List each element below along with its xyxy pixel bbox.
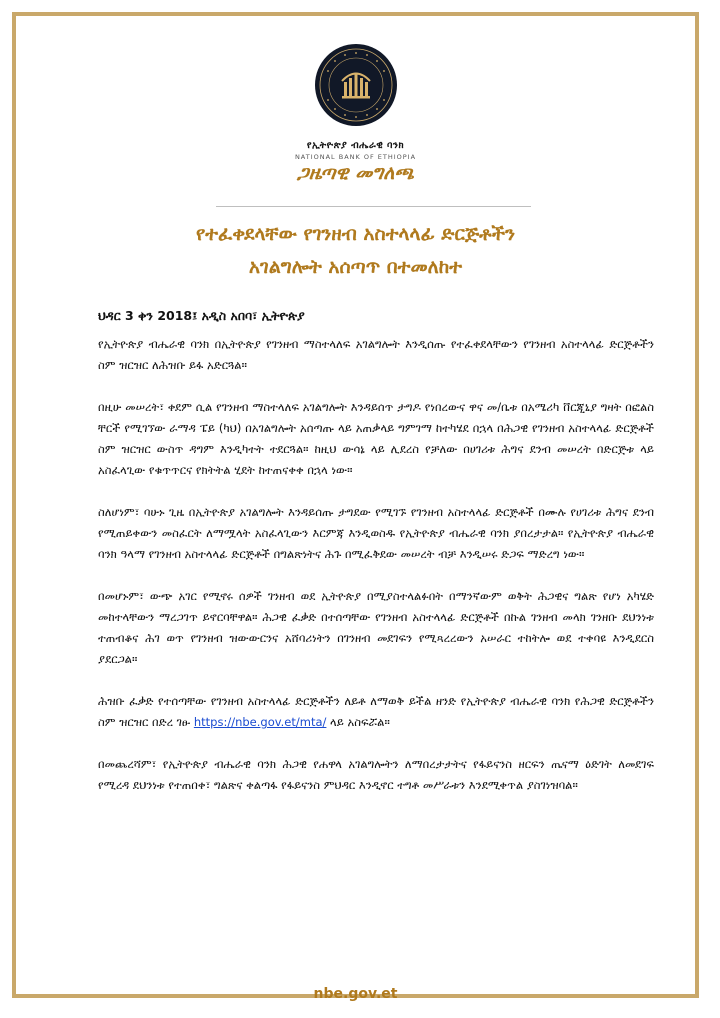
title-divider [216, 206, 531, 207]
mta-list-link[interactable]: https://nbe.gov.et/mta/ [193, 715, 327, 729]
link-paragraph-suffix: ላይ አስፍሯል። [326, 715, 390, 729]
dateline: ህዳር 3 ቀን 2018፤ አዲስ አበባ፣ ኢትዮጵያ [98, 308, 305, 323]
paragraph-4: በመሆኑም፣ ውጭ አገር የሚኖሩ ሰዎች ገንዘብ ወደ ኢትዮጵያ በሚያስተላልፉበት በማንኛውም ወቅት ሕጋዊና ግልጽ የሆነ አካሄድ መከተላቸውን ማረጋገጥ ይኖርባቸዋል። ሕጋዊ ፈቃድ በተሰጣቸው የገንዘብ አስተላላፊ ድርጅቶች በኩል ገንዘብ መላክ ገንዘቡ ደህንነቱ ተጠብቆና ሕገ ወጥ የገንዘብ ዝውውርንና አሸባሪነትን በገንዘብ መደገፍን የሚጻረረውን አሠራር ተከትሎ ወደ ተቀባዩ እንዲደርስ ያደርጋል። [98, 589, 654, 666]
logo-block [16, 44, 695, 161]
paragraph-2: በዚሁ መሠረት፣ ቀደም ሲል የገንዘብ ማስተላለፍ አገልግሎት እንዳይሰጥ ታግዶ የነበረውና ዋና መ/ቤቱ በአሜሪካ ቨርጂኒያ ግዛት በፎልስ ቸርች የሚገኘው ራማዳ ፔይ (ካህ) በአገልግሎት አሰጣጡ ላይ አጠቃላይ ግምገማ ከተካሄደ በኋላ በሕጋዊ የገንዘብ አስተላላፊ ድርጅቶች ስም ዝርዝር ውስጥ ዳግም እንዲካተት ተደርጓል። ከዚህ ውሳኔ ላይ ሊደረስ የቻለው በሀገሪቱ ሕግና ደንብ መሠረት በድርጅቱ ላይ አስፈላጊው የቁጥጥርና የክትትል ሂደት ከተጠናቀቀ በኋላ ነው። [98, 400, 654, 477]
paragraph-3: ስለሆነም፣ ባሁኑ ጊዜ በኢትዮጵያ አገልግሎት እንዳይሰጡ ታግደው የሚገኙ የገንዘብ አስተላላፊ ድርጅቶች በሙሉ የሀገሪቱ ሕግና ደንብ የሚጠይቀውን መስፈርት ለማሟላት አስፈላጊውን እርምጃ እንዲወስዱ የኢትዮጵያ ብሔራዊ ባንክ ያበረታታል። የኢትዮጵያ ብሔራዊ ባንክ ዓላማ የገንዘብ አስተላላፊ ድርጅቶች በግልጽነትና ሕጉ በሚፈቅደው መሠረት ብቻ እንዲሠሩ ድጋፍ ማድረግ ነው። [98, 505, 654, 561]
headline-line-2: አገልግሎት አሰጣጥ በተመለከተ [248, 256, 463, 278]
headline [16, 218, 695, 284]
footer-website[interactable]: nbe.gov.et [313, 986, 398, 1002]
document-frame [12, 12, 699, 1002]
bank-name-amharic: የኢትዮጵያ ብሔራዊ ባንክ [306, 140, 405, 151]
paragraph-5-with-link [98, 691, 654, 733]
document-body [98, 334, 654, 817]
bank-seal-logo [315, 44, 397, 126]
closing-paragraph: በመጨረሻም፣ የኢትዮጵያ ብሔራዊ ባንክ ሕጋዊ የሐዋላ አገልግሎትን ለማበረታታትና የፋይናንስ ዘርፍን ጤናማ ዕድገት ለመደገፍ የሚረዳ ደህንነቱ የተጠበቀ፣ ግልጽና ቀልጣፋ የፋይናንስ ምህዳር እንዲኖር ተግቶ መሥራቱን እንደሚቀጥል ያስገነዝባል። [98, 757, 654, 792]
headline-line-1: የተፈቀደላቸው የገንዘብ አስተላላፊ ድርጅቶችን [195, 223, 516, 245]
link-paragraph-text: ሕዝቡ ፈቃድ የተሰጣቸው የገንዘብ አስተላላፊ ድርጅቶችን ለይቶ ለማወቅ ይችል ዘንድ የኢትዮጵያ ብሔራዊ ባንክ የሕጋዊ ድርጅቶችን ስም ዝርዝር በድረ ገፁ [98, 694, 654, 729]
bank-name-english: NATIONAL BANK OF ETHIOPIA [294, 153, 417, 161]
paragraph-1: የኢትዮጵያ ብሔራዊ ባንክ በኢትዮጵያ የገንዘብ ማስተላለፍ አገልግሎት እንዲሰጡ የተፈቀደላቸውን የገንዘብ አስተላላፊ ድርጅቶችን ስም ዝርዝር ለሕዝቡ ይፋ አድርጓል። [98, 337, 654, 372]
press-release-title: ጋዜጣዊ መግለጫ [296, 162, 414, 184]
